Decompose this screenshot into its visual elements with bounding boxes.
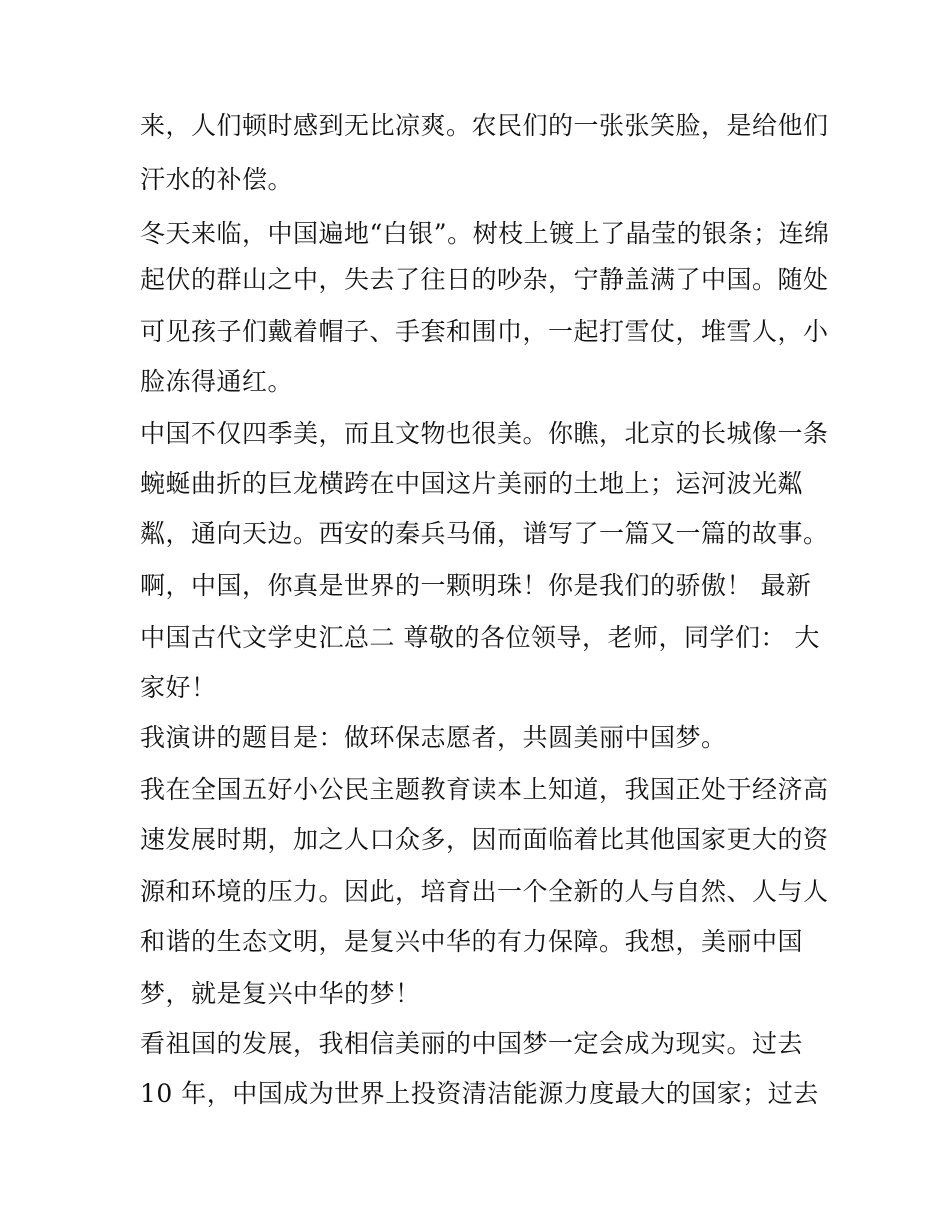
text-line: 梦，就是复兴中华的梦！ <box>140 979 421 1008</box>
text-line: 可见孩子们戴着帽子、手套和围巾，一起打雪仗，堆雪人，小 <box>140 317 829 346</box>
text-line: 中国古代文学史汇总二 尊敬的各位领导，老师，同学们： 大 <box>140 623 820 652</box>
text-line: 起伏的群山之中，失去了往日的吵杂，宁静盖满了中国。随处 <box>140 265 829 294</box>
text-line: 10 年，中国成为世界上投资清洁能源力度最大的国家；过去 <box>140 1079 819 1108</box>
text-line: 和谐的生态文明，是复兴中华的有力保障。我想，美丽中国 <box>140 927 804 956</box>
text-line: 冬天来临，中国遍地“白银”。树枝上镀上了晶莹的银条；连绵 <box>140 219 830 248</box>
text-line: 粼，通向天边。西安的秦兵马俑，谱写了一篇又一篇的故事。 <box>140 519 829 548</box>
text-line: 源和环境的压力。因此，培育出一个全新的人与自然、人与人 <box>140 877 829 906</box>
text-line: 速发展时期，加之人口众多，因而面临着比其他国家更大的资 <box>140 825 829 854</box>
text-line: 中国不仅四季美，而且文物也很美。你瞧，北京的长城像一条 <box>140 419 829 448</box>
text-line: 来，人们顿时感到无比凉爽。农民们的一张张笑脸，是给他们 <box>140 111 829 140</box>
text-line: 汗水的补偿。 <box>140 165 294 194</box>
text-line: 我演讲的题目是：做环保志愿者，共圆美丽中国梦。 <box>140 723 727 752</box>
text-line: 看祖国的发展，我相信美丽的中国梦一定会成为现实。过去 <box>140 1029 804 1058</box>
text-line: 家好！ <box>140 673 217 702</box>
text-line: 啊，中国，你真是世界的一颗明珠！你是我们的骄傲！ 最新 <box>140 571 812 600</box>
text-line: 脸冻得通红。 <box>140 367 294 396</box>
text-line: 我在全国五好小公民主题教育读本上知道，我国正处于经济高 <box>140 775 829 804</box>
text-line: 蜿蜒曲折的巨龙横跨在中国这片美丽的土地上；运河波光粼 <box>140 469 804 498</box>
